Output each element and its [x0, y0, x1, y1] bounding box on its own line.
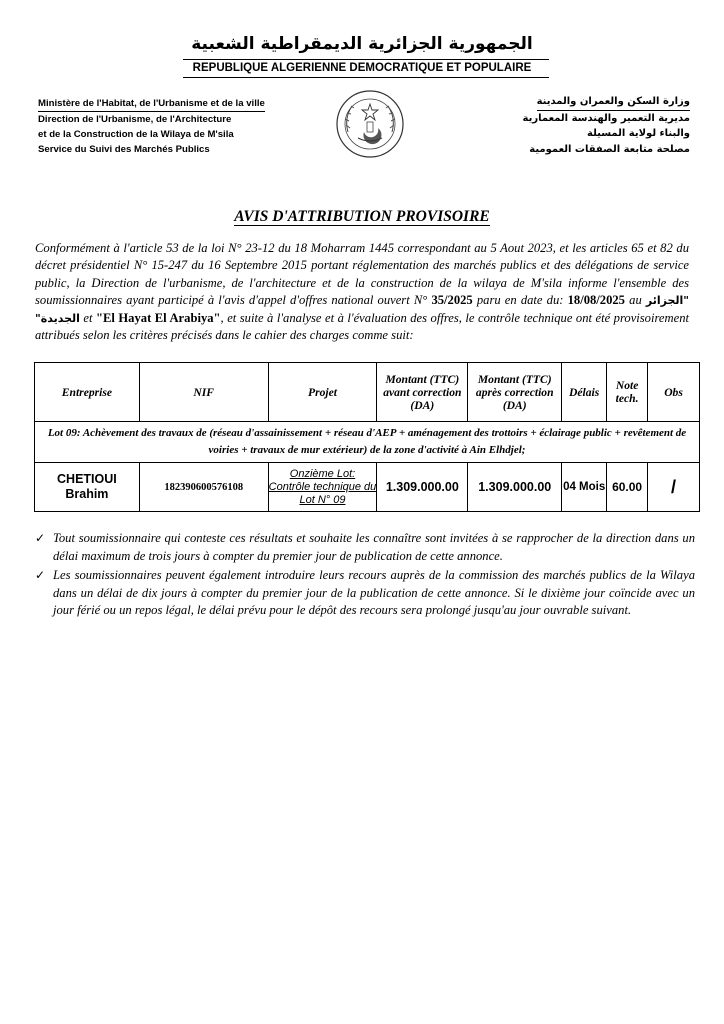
- service-line-ar: مصلحة متابعة الصفقات العمومية: [529, 143, 690, 155]
- table-row: [35, 463, 700, 512]
- ministry-line: Ministère de l'Habitat, de l'Urbanisme et de la ville: [38, 96, 265, 112]
- cell-montant-apres: 1.309.000.00: [468, 463, 562, 512]
- cell-nif: 182390600576108: [139, 463, 268, 512]
- cell-entreprise: CHETIOUI Brahim: [35, 463, 140, 512]
- list-item: ✓ Tout soumissionnaire qui conteste ces résultats et souhaite les connaître sont invitées à se rapprocher de la direction dans un délai maximum de trois jours à compter du premier jour de publication de cette annonce.: [35, 531, 695, 563]
- document-title: AVIS D'ATTRIBUTION PROVISOIRE: [234, 208, 490, 225]
- header-entreprise: Entreprise: [35, 363, 140, 422]
- cell-projet: Onzième Lot: Contrôle technique du Lot N° 09: [268, 463, 377, 512]
- lot-row: [35, 422, 700, 463]
- table-header-row: [35, 363, 700, 422]
- header-montant-avant: Montant (TTC) avant correction (DA): [377, 363, 468, 422]
- arabic-republic-title: الجمهورية الجزائرية الديمقراطية الشعبية: [191, 34, 533, 54]
- construction-line-ar: والبناء لولاية المسيلة: [587, 128, 690, 139]
- newspaper-french: "El Hayat El Arabiya": [96, 310, 221, 325]
- intro-paragraph: Conformément à l'article 53 de la loi N° 23-12 du 18 Moharram 1445 correspondant au 5 Aout 2023, et les articles 65 et 82 du décret présidentiel N° 15-247 du 16 Septembre 2015 portant réglementation des marchés publics et des délégations de service public, la Direction de l'urbanisme, de l'architecture et de la construction de la wilaya de M'sila informe l'ensemble des soumissionnaires ayant participé à l'avis d'appel d'offres national ouvert N° 35/2025 paru en date du: 18/08/2025 au "الجزائر الجديدة" et "El Hayat El Arabiya", et suite à l'analyse et à l'évaluation des offres, le contrôle technique ont été provisoirement attribués selon les critères précisés dans le cahier des charges comme suit:: [35, 241, 690, 343]
- header-delais: Délais: [562, 363, 607, 422]
- ministry-block-ar: [430, 94, 690, 157]
- cell-montant-avant: 1.309.000.00: [377, 463, 468, 512]
- list-item: ✓ Les soumissionnaires peuvent également introduire leurs recours auprès de la commission des marchés publics de la Wilaya dans un délai de dix jours à compter du premier jour de la publication de cette annonce. Si le dixième jour coïncide avec un jour férié ou un repos légal, le délai prévu pour le dépôt des recours sera prolongé jusqu'au jour ouvrable suivant.: [35, 568, 695, 617]
- check-icon: ✓: [35, 568, 46, 582]
- ministry-line-ar: وزارة السكن والعمران والمدينة: [537, 94, 690, 111]
- results-table: [34, 362, 700, 512]
- header-note: Note tech.: [607, 363, 648, 422]
- newspaper-arabic: "الجزائر الجديدة": [35, 294, 690, 325]
- check-icon: ✓: [35, 531, 46, 545]
- direction-line: Direction de l'Urbanisme, de l'Architecture: [38, 114, 232, 125]
- service-line: Service du Suivi des Marchés Publics: [38, 144, 210, 155]
- direction-line-ar: مديرية التعمير والهندسة المعمارية: [522, 112, 690, 124]
- cell-delais: 04 Mois: [562, 463, 607, 512]
- header-obs: Obs: [648, 363, 700, 422]
- construction-line: et de la Construction de la Wilaya de M'sila: [38, 129, 234, 140]
- header-montant-apres: Montant (TTC) après correction (DA): [468, 363, 562, 422]
- header-rule-top: [183, 59, 549, 60]
- publication-date: 18/08/2025: [567, 293, 625, 308]
- cell-obs: /: [648, 463, 700, 512]
- algeria-emblem-icon: [334, 88, 406, 160]
- header-nif: NIF: [139, 363, 268, 422]
- ministry-block-fr: [38, 96, 328, 157]
- header-rule-bottom: [183, 77, 549, 78]
- lot-description: Lot 09: Achèvement des travaux de (réseau d'assainissement + réseau d'AEP + aménagement des trottoirs + éclairage public + revêtement de voiries + travaux de mur extérieur) de la zone d'activité à Ain Elhdjel;: [35, 422, 700, 463]
- offer-number: 35/2025: [431, 293, 473, 308]
- header-projet: Projet: [268, 363, 377, 422]
- french-republic-title: REPUBLIQUE ALGERIENNE DEMOCRATIQUE ET POPULAIRE: [192, 62, 532, 74]
- notes-list: [35, 530, 695, 622]
- cell-note: 60.00: [607, 463, 648, 512]
